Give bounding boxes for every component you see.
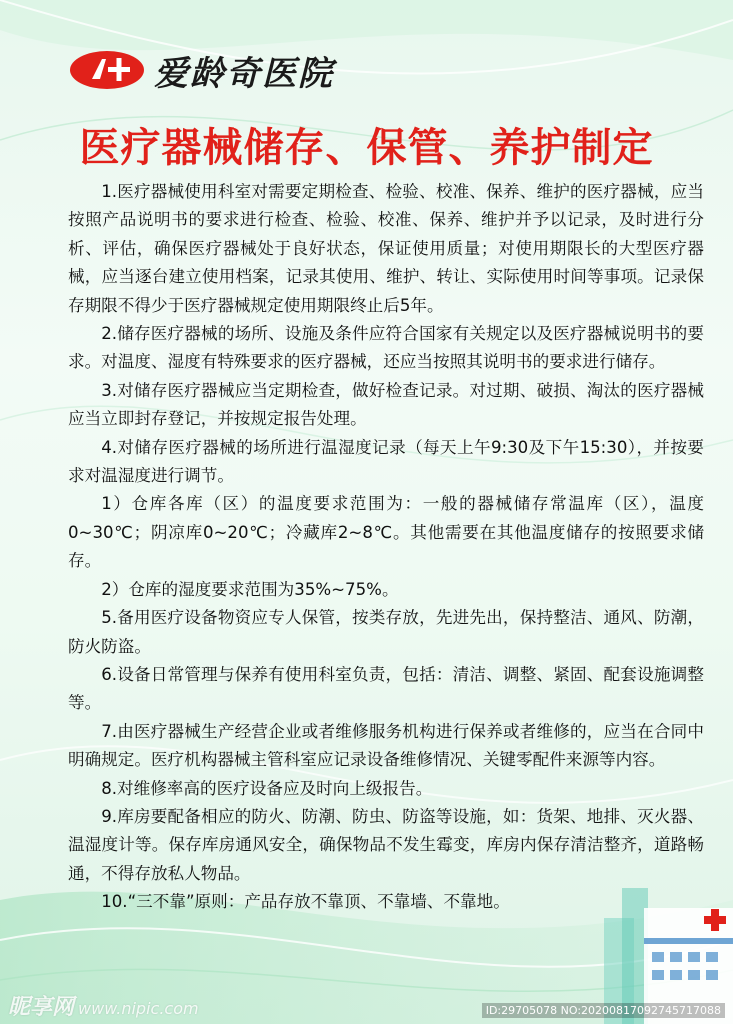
page-title: 医疗器械储存、保管、养护制定 bbox=[79, 125, 654, 171]
paragraph-2: 2.储存医疗器械的场所、设施及条件应符合国家有关规定以及医疗器械说明书的要求。对温度、湿度有特殊要求的医疗器械，还应当按照其说明书的要求进行储存。 bbox=[68, 324, 704, 372]
paragraph-10: 10.“三不靠”原则：产品存放不靠顶、不靠墙、不靠地。 bbox=[101, 892, 510, 912]
paragraph-4: 4.对储存医疗器械的场所进行温湿度记录（每天上午9:30及下午15:30），并按要求对温湿度进行调节。 bbox=[68, 437, 704, 486]
paragraph-9: 9.库房要配备相应的防火、防潮、防虫、防盗等设施，如：货架、地排、灭火器、温湿度计等。保存库房通风安全，确保物品不发生霉变，库房内保存清洁整齐，道路畅通，不得存放私人物品。 bbox=[68, 806, 704, 883]
header bbox=[68, 40, 334, 100]
watermark-id: ID:29705078 NO:20200817092745717088 bbox=[482, 1003, 725, 1018]
paragraph-6: 6.设备日常管理与保养有使用科室负责，包括：清洁、调整、紧固、配套设施调整等。 bbox=[68, 664, 704, 713]
paragraph-1: 1.医疗器械使用科室对需要定期检查、检验、校准、保养、维护的医疗器械，应当按照产品说明书的要求进行检查、检验、校准、保养、维护并予以记录，及时进行分析、评估，确保医疗器械处于良好状态，保证使用质量；对使用期限长的大型医疗器械，应当逐台建立使用档案，记录其使用、维护、转让、实际使用时间等事项。记录保存期限不得少于医疗器械规定使用期限终止后5年。 bbox=[68, 182, 704, 315]
watermark-site-name: 昵享网 bbox=[8, 995, 75, 1020]
paragraph-5: 5.备用医疗设备物资应专人保管，按类存放，先进先出，保持整洁、通风、防潮，防火防盗。 bbox=[68, 608, 704, 656]
watermark-site bbox=[8, 990, 199, 1021]
paragraph-7: 7.由医疗器械生产经营企业或者维修服务机构进行保养或者维修的，应当在合同中明确规定。医疗机构器械主管科室应记录设备维修情况、关键零配件来源等内容。 bbox=[68, 721, 704, 770]
regulation-body bbox=[68, 178, 704, 917]
paragraph-8: 8.对维修率高的医疗设备应及时向上级报告。 bbox=[101, 778, 433, 798]
watermark-url: www.nipic.com bbox=[78, 999, 199, 1018]
hospital-logo-icon bbox=[68, 48, 146, 92]
paragraph-4-1: 1）仓库各库（区）的温度要求范围为：一般的器械储存常温库（区），温度0~30℃；阴凉库0~20℃；冷藏库2~8℃。其他需要在其他温度储存的按照要求储存。 bbox=[68, 494, 704, 571]
paragraph-3: 3.对储存医疗器械应当定期检查，做好检查记录。对过期、破损、淘汰的医疗器械应当立即封存登记，并按规定报告处理。 bbox=[68, 380, 704, 429]
paragraph-4-2: 2）仓库的湿度要求范围为35%~75%。 bbox=[101, 579, 399, 599]
hospital-name: 爱龄奇医院 bbox=[154, 53, 334, 94]
